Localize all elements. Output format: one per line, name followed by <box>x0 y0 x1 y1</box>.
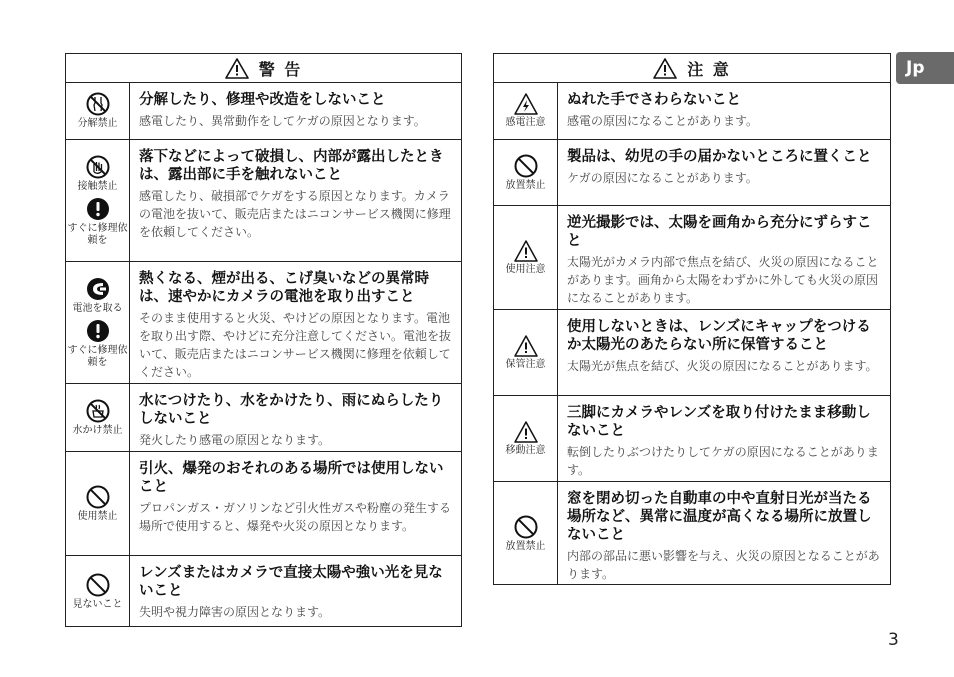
row-title: 三脚にカメラやレンズを取り付けたまま移動しないこと <box>567 405 871 439</box>
row-desc: プロパンガス・ガソリンなど引火性ガスや粉塵の発生する場所で使用すると、爆発や火災の原因となります。 <box>139 501 452 533</box>
warning-row <box>66 452 461 556</box>
caution-row <box>494 140 890 206</box>
language-tab: Jp <box>896 52 954 84</box>
row-desc: 感電の原因になることがあります。 <box>567 114 759 128</box>
row-title: 製品は、幼児の手の届かないところに置くこと <box>567 149 872 165</box>
caution-header-label: 注 意 <box>687 59 731 79</box>
warning-row <box>66 83 461 140</box>
remove-battery-icon <box>86 277 110 301</box>
row-title: 窓を閉め切った自動車の中や直射日光が当たる場所など、異常に温度が高くなる場所に放置しないこと <box>567 491 872 543</box>
caution-icon <box>514 335 538 357</box>
row-title: 水につけたり、水をかけたり、雨にぬらしたりしないこと <box>139 393 444 427</box>
caution-table <box>493 53 891 585</box>
row-title: 分解したり、修理や改造をしないこと <box>139 92 386 108</box>
warning-row <box>66 384 461 452</box>
caution-row <box>494 482 890 585</box>
row-title: 使用しないときは、レンズにキャップをつけるか太陽光のあたらない所に保管すること <box>567 319 871 353</box>
caution-row <box>494 310 890 396</box>
no-touch-icon <box>86 155 110 179</box>
warning-row <box>66 262 461 384</box>
no-disassembly-icon <box>86 92 110 116</box>
row-desc: 太陽光がカメラ内部で焦点を結び、火災の原因になることがあります。画角から太陽をわずかに外しても火災の原因になることがあります。 <box>567 255 879 305</box>
row-title: 落下などによって破損し、内部が露出したときは、露出部に手を触れないこと <box>139 149 444 183</box>
prohibited-icon <box>514 515 538 539</box>
warning-row <box>66 556 461 627</box>
row-desc: ケガの原因になることがあります。 <box>567 171 758 185</box>
icon-label: 移動注意 <box>505 444 546 456</box>
row-desc: 内部の部品に悪い影響を与え、火災の原因となることがあります。 <box>567 549 880 581</box>
icon-label: 分解禁止 <box>77 118 118 129</box>
caution-row <box>494 83 890 140</box>
warning-header <box>66 54 461 83</box>
prohibited-icon <box>86 573 110 597</box>
warning-triangle-icon <box>225 58 249 79</box>
warning-triangle-icon <box>653 58 677 79</box>
icon-label: 見ないこと <box>72 598 123 610</box>
row-desc: 転倒したりぶつけたりしてケガの原因になることがあります。 <box>567 445 879 477</box>
caution-header <box>494 54 890 83</box>
row-desc: 感電したり、異常動作をしてケガの原因となります。 <box>139 114 426 128</box>
row-title: 熱くなる、煙が出る、こげ臭いなどの異常時は、速やかにカメラの電池を取り出すこと <box>139 271 429 305</box>
row-desc: 感電したり、破損部でケガをする原因となります。カメラの電池を抜いて、販売店またはニコンサービス機関に修理を依頼してください。 <box>139 189 451 239</box>
icon-label: 使用禁止 <box>77 510 118 522</box>
icon-label: 接触禁止 <box>77 180 118 192</box>
row-title: 逆光撮影では、太陽を画角から充分にずらすこと <box>567 215 872 249</box>
caution-row <box>494 206 890 310</box>
row-title: ぬれた手でさわらないこと <box>567 92 741 108</box>
icon-label: 電池を取る <box>72 302 123 314</box>
icon-label: すぐに修理依頼を <box>67 222 128 246</box>
caution-icon <box>514 421 538 443</box>
warning-header-label: 警 告 <box>258 59 303 79</box>
row-desc: 太陽光が焦点を結び、火災の原因になることがあります。 <box>567 359 878 373</box>
caution-icon <box>514 240 538 262</box>
warning-table <box>65 53 462 627</box>
icon-label: 使用注意 <box>505 263 546 275</box>
icon-label: 感電注意 <box>505 117 546 128</box>
warning-row <box>66 140 461 262</box>
mandatory-icon <box>86 319 110 343</box>
no-water-icon <box>86 399 110 423</box>
icon-label: 放置禁止 <box>505 540 546 552</box>
icon-label: 放置禁止 <box>505 179 546 191</box>
row-desc: そのまま使用すると火災、やけどの原因となります。電池を取り出す際、やけどに充分注意してください。電池を抜いて、販売店またはニコンサービス機関に修理を依頼してください。 <box>139 311 452 379</box>
row-title: レンズまたはカメラで直接太陽や強い光を見ないこと <box>139 565 443 599</box>
page-number: 3 <box>888 630 899 650</box>
icon-label: 保管注意 <box>505 358 546 370</box>
row-title: 引火、爆発のおそれのある場所では使用しないこと <box>139 461 444 495</box>
prohibited-icon <box>514 154 538 178</box>
prohibited-icon <box>86 485 110 509</box>
icon-label: 水かけ禁止 <box>72 424 123 436</box>
row-desc: 失明や視力障害の原因となります。 <box>139 605 331 619</box>
row-desc: 発火したり感電の原因となります。 <box>139 433 331 447</box>
caution-row <box>494 396 890 482</box>
electric-shock-icon <box>514 93 538 115</box>
icon-label: すぐに修理依頼を <box>67 344 128 368</box>
mandatory-icon <box>86 197 110 221</box>
